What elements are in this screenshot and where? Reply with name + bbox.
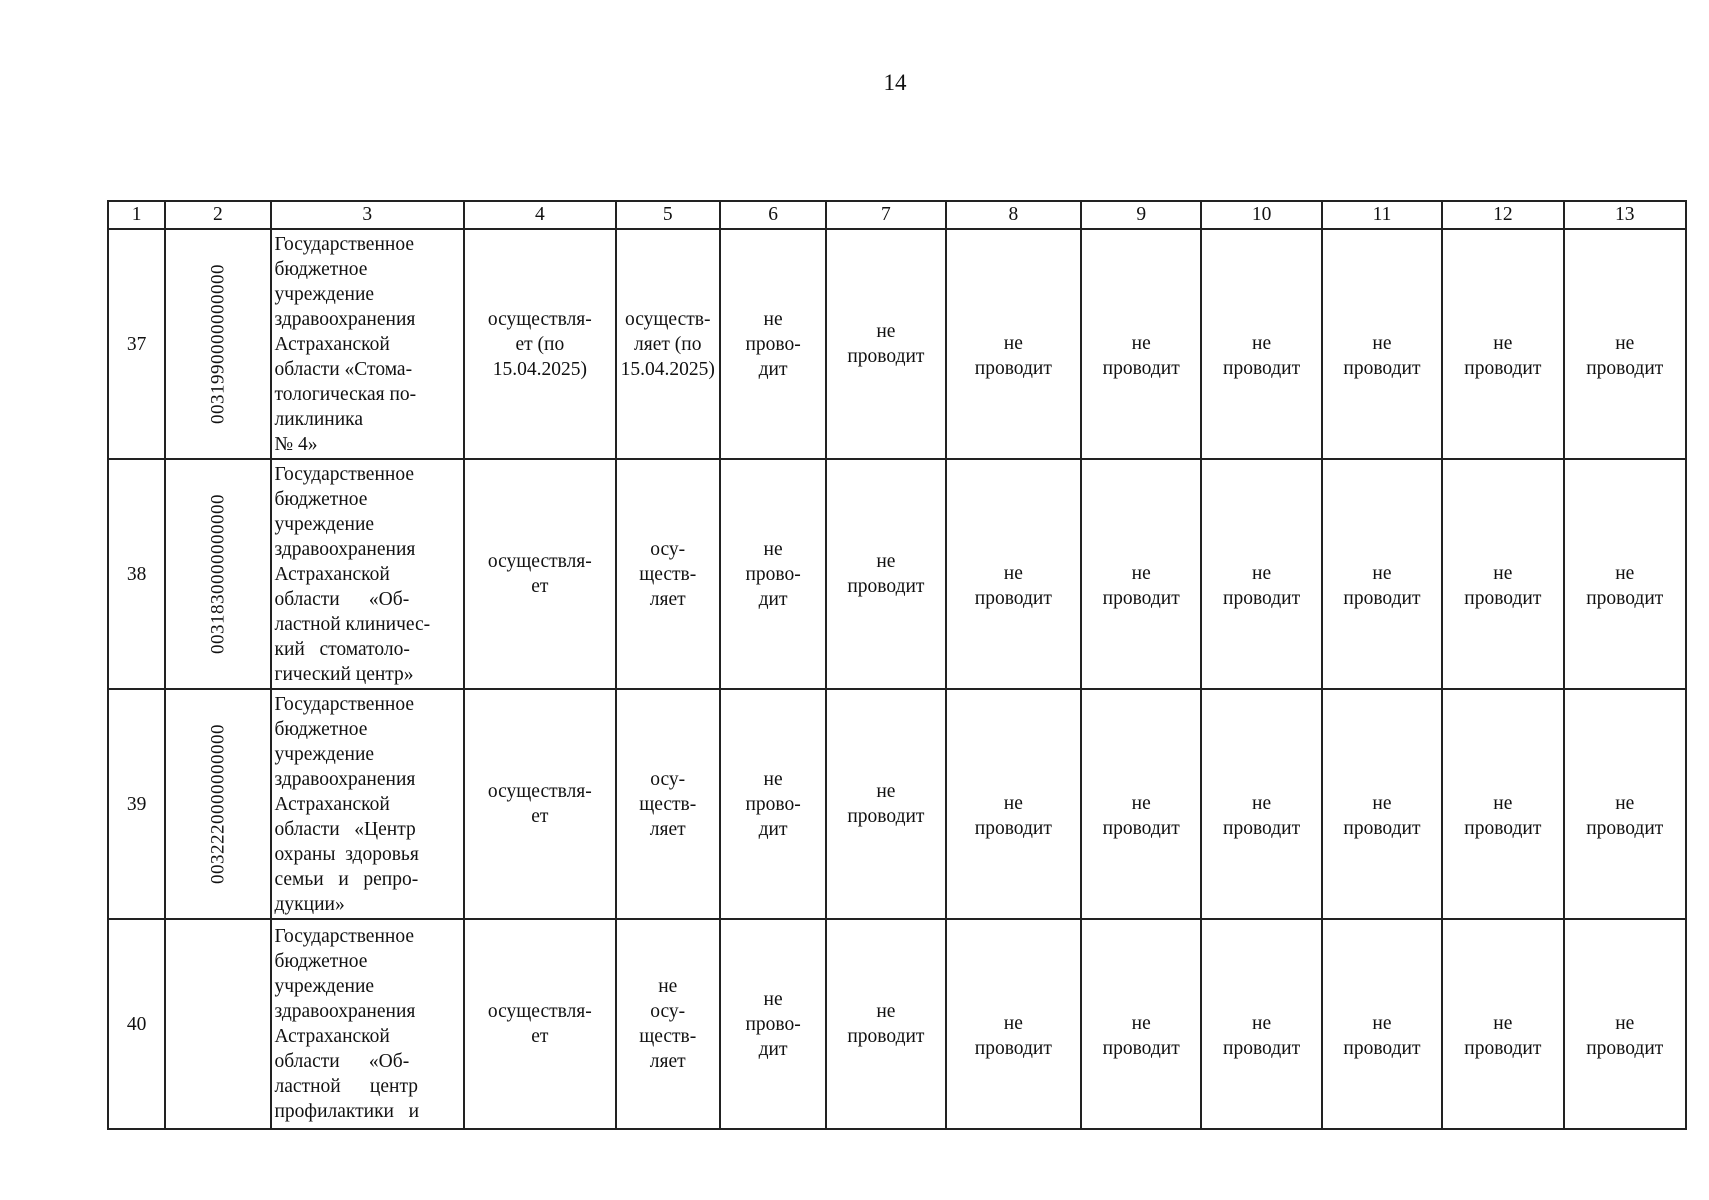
name-line: Астраханской xyxy=(274,563,390,585)
name-line: бюджетное xyxy=(274,258,368,280)
header-row xyxy=(108,201,1686,229)
cell-line: проводит xyxy=(1223,1038,1301,1059)
cell-line: прово- xyxy=(745,793,801,815)
name-line: Государственное xyxy=(274,926,414,947)
column-10-value xyxy=(1201,229,1321,459)
cell-line: проводит xyxy=(847,806,925,827)
cell-line: не xyxy=(1372,1013,1392,1034)
cell-line: ществ- xyxy=(639,563,697,585)
cell-line: проводит xyxy=(1464,358,1542,379)
cell-line: не xyxy=(1252,793,1272,814)
cell-line: проводит xyxy=(847,346,925,367)
column-6-value xyxy=(720,689,826,919)
name-line: Астраханской xyxy=(274,793,390,815)
name-line: Государственное xyxy=(274,463,414,485)
cell-line: не xyxy=(876,551,896,572)
column-8-value xyxy=(946,229,1081,459)
row-number: 39 xyxy=(108,689,165,919)
cell-line: не xyxy=(876,781,896,802)
column-4-value xyxy=(464,459,615,689)
column-12-value xyxy=(1442,689,1563,919)
cell-line: не xyxy=(1493,563,1513,584)
column-13-value xyxy=(1564,689,1686,919)
page-number: 14 xyxy=(883,70,907,95)
name-line: области «Об- xyxy=(274,588,410,610)
cell-line: проводит xyxy=(1343,1038,1421,1059)
cell-line: проводит xyxy=(847,1026,925,1047)
column-9-value xyxy=(1081,689,1201,919)
institution-name xyxy=(271,689,465,919)
cell-line: не xyxy=(1131,793,1151,814)
column-7-value xyxy=(826,919,945,1129)
column-8-value xyxy=(946,459,1081,689)
cell-line: ляет xyxy=(649,818,686,840)
name-line: Астраханской xyxy=(274,333,390,355)
cell-line: не xyxy=(1252,333,1272,354)
cell-line: дит xyxy=(758,588,788,610)
name-line: дукции» xyxy=(274,893,345,915)
cell-line: не xyxy=(1131,1013,1151,1034)
name-line: № 4» xyxy=(274,433,318,455)
cell-line: не xyxy=(1493,333,1513,354)
registry-code-text: 0032220000000000 xyxy=(207,724,229,884)
cell-line: проводит xyxy=(974,1038,1052,1059)
name-line: охраны здоровья xyxy=(274,843,419,865)
column-9-value xyxy=(1081,459,1201,689)
row-number: 38 xyxy=(108,459,165,689)
institution-name xyxy=(271,229,465,459)
column-11-value xyxy=(1322,459,1442,689)
cell-line: проводит xyxy=(1223,358,1301,379)
cell-line: проводит xyxy=(1586,588,1664,609)
cell-line: не xyxy=(763,538,783,560)
cell-line: не xyxy=(1372,333,1392,354)
column-7-value xyxy=(826,689,945,919)
column-header-7: 7 xyxy=(826,201,945,229)
cell-line: осуществля- xyxy=(487,308,592,330)
cell-line: проводит xyxy=(1102,588,1180,609)
name-line: области «Об- xyxy=(274,1051,410,1072)
cell-line: не xyxy=(1252,1013,1272,1034)
name-line: Государственное xyxy=(274,233,414,255)
cell-line: проводит xyxy=(1586,1038,1664,1059)
cell-line: ляет (по xyxy=(634,333,702,355)
cell-line: не xyxy=(1003,333,1023,354)
row-number: 40 xyxy=(108,919,165,1129)
column-header-11: 11 xyxy=(1322,201,1442,229)
column-header-3: 3 xyxy=(271,201,465,229)
column-header-2: 2 xyxy=(165,201,270,229)
cell-line: прово- xyxy=(745,563,801,585)
cell-line: ет xyxy=(531,806,549,827)
column-12-value xyxy=(1442,229,1563,459)
cell-line: ляет xyxy=(649,588,686,610)
cell-line: ет (по xyxy=(515,333,565,355)
name-line: области «Стома- xyxy=(274,358,413,380)
name-line: профилактики и xyxy=(274,1101,420,1122)
cell-line: проводит xyxy=(1464,818,1542,839)
cell-line: не xyxy=(1252,563,1272,584)
cell-line: проводит xyxy=(974,588,1052,609)
column-7-value xyxy=(826,459,945,689)
cell-line: прово- xyxy=(745,1013,801,1035)
column-13-value xyxy=(1564,459,1686,689)
cell-line: дит xyxy=(758,1038,788,1060)
column-13-value xyxy=(1564,919,1686,1129)
cell-line: проводит xyxy=(1102,818,1180,839)
cell-line: проводит xyxy=(1102,1038,1180,1059)
name-line: ластной клиничес- xyxy=(274,613,431,635)
cell-line: ет xyxy=(531,1026,549,1047)
cell-line: дит xyxy=(758,358,788,380)
registry-table xyxy=(107,200,1687,1130)
cell-line: не xyxy=(1615,333,1635,354)
column-12-value xyxy=(1442,459,1563,689)
column-header-9: 9 xyxy=(1081,201,1201,229)
cell-line: осу- xyxy=(650,1001,686,1022)
registry-code xyxy=(165,229,270,459)
column-10-value xyxy=(1201,689,1321,919)
column-13-value xyxy=(1564,229,1686,459)
cell-line: проводит xyxy=(1343,818,1421,839)
column-header-10: 10 xyxy=(1201,201,1321,229)
column-11-value xyxy=(1322,919,1442,1129)
table-row xyxy=(108,919,1686,1129)
cell-line: осу- xyxy=(650,768,686,790)
cell-line: не xyxy=(1615,563,1635,584)
cell-line: проводит xyxy=(974,358,1052,379)
column-9-value xyxy=(1081,919,1201,1129)
column-8-value xyxy=(946,919,1081,1129)
column-10-value xyxy=(1201,459,1321,689)
name-line: Астраханской xyxy=(274,1026,390,1047)
registry-code-text: 0031990000000000 xyxy=(207,264,229,424)
column-7-value xyxy=(826,229,945,459)
cell-line: проводит xyxy=(1586,358,1664,379)
cell-line: не xyxy=(1131,563,1151,584)
name-line: здравоохранения xyxy=(274,1001,416,1022)
cell-line: 15.04.2025) xyxy=(620,358,715,380)
cell-line: не xyxy=(1372,793,1392,814)
cell-line: не xyxy=(1372,563,1392,584)
name-line: семьи и репро- xyxy=(274,868,419,890)
name-line: гический центр» xyxy=(274,663,414,685)
name-line: учреждение xyxy=(274,513,375,535)
cell-line: не xyxy=(1615,1013,1635,1034)
cell-line: 15.04.2025) xyxy=(492,358,587,380)
registry-code xyxy=(165,459,270,689)
name-line: ликлиника xyxy=(274,408,364,430)
name-line: кий стоматоло- xyxy=(274,638,410,660)
column-5-value xyxy=(616,689,720,919)
column-4-value xyxy=(464,919,615,1129)
column-4-value xyxy=(464,689,615,919)
cell-line: не xyxy=(1003,563,1023,584)
table-row xyxy=(108,459,1686,689)
column-header-12: 12 xyxy=(1442,201,1563,229)
column-11-value xyxy=(1322,689,1442,919)
table-row xyxy=(108,229,1686,459)
name-line: учреждение xyxy=(274,743,375,765)
column-header-1: 1 xyxy=(108,201,165,229)
name-line: учреждение xyxy=(274,976,375,997)
column-6-value xyxy=(720,919,826,1129)
registry-code xyxy=(165,689,270,919)
cell-line: ляет xyxy=(649,1051,686,1072)
table-row xyxy=(108,689,1686,919)
column-header-5: 5 xyxy=(616,201,720,229)
cell-line: дит xyxy=(758,818,788,840)
name-line: бюджетное xyxy=(274,718,368,740)
name-line: области «Центр xyxy=(274,818,416,840)
name-line: здравоохранения xyxy=(274,308,416,330)
cell-line: осуществля- xyxy=(487,551,592,572)
registry-code-text: 0031830000000000 xyxy=(207,494,229,654)
cell-line: проводит xyxy=(974,818,1052,839)
cell-line: проводит xyxy=(1464,1038,1542,1059)
name-line: ластной центр xyxy=(274,1076,418,1097)
column-5-value xyxy=(616,459,720,689)
cell-line: проводит xyxy=(1223,588,1301,609)
column-4-value xyxy=(464,229,615,459)
cell-line: не xyxy=(658,976,678,997)
name-line: Государственное xyxy=(274,693,414,715)
name-line: здравоохранения xyxy=(274,538,416,560)
institution-name xyxy=(271,919,465,1129)
cell-line: ществ- xyxy=(639,1026,697,1047)
column-5-value xyxy=(616,919,720,1129)
cell-line: проводит xyxy=(1223,818,1301,839)
column-8-value xyxy=(946,689,1081,919)
cell-line: не xyxy=(763,308,783,330)
cell-line: осуществля- xyxy=(487,781,592,802)
cell-line: не xyxy=(876,321,896,342)
name-line: здравоохранения xyxy=(274,768,416,790)
column-header-8: 8 xyxy=(946,201,1081,229)
cell-line: прово- xyxy=(745,333,801,355)
cell-line: ет xyxy=(531,576,549,597)
name-line: бюджетное xyxy=(274,488,368,510)
name-line: бюджетное xyxy=(274,951,368,972)
cell-line: не xyxy=(876,1001,896,1022)
cell-line: проводит xyxy=(1343,588,1421,609)
name-line: тологическая по- xyxy=(274,383,417,405)
column-10-value xyxy=(1201,919,1321,1129)
cell-line: не xyxy=(1493,1013,1513,1034)
column-5-value xyxy=(616,229,720,459)
cell-line: осуществля- xyxy=(487,1001,592,1022)
cell-line: проводит xyxy=(847,576,925,597)
column-header-4: 4 xyxy=(464,201,615,229)
column-6-value xyxy=(720,229,826,459)
column-header-6: 6 xyxy=(720,201,826,229)
column-9-value xyxy=(1081,229,1201,459)
cell-line: не xyxy=(763,988,783,1010)
cell-line: не xyxy=(1615,793,1635,814)
cell-line: осу- xyxy=(650,538,686,560)
name-line: учреждение xyxy=(274,283,375,305)
registry-code xyxy=(165,919,270,1129)
column-6-value xyxy=(720,459,826,689)
institution-name xyxy=(271,459,465,689)
cell-line: проводит xyxy=(1464,588,1542,609)
cell-line: не xyxy=(1131,333,1151,354)
cell-line: ществ- xyxy=(639,793,697,815)
cell-line: осуществ- xyxy=(625,308,711,330)
column-11-value xyxy=(1322,229,1442,459)
cell-line: проводит xyxy=(1343,358,1421,379)
cell-line: не xyxy=(1493,793,1513,814)
cell-line: не xyxy=(1003,793,1023,814)
column-12-value xyxy=(1442,919,1563,1129)
cell-line: не xyxy=(1003,1013,1023,1034)
row-number: 37 xyxy=(108,229,165,459)
cell-line: проводит xyxy=(1102,358,1180,379)
column-header-13: 13 xyxy=(1564,201,1686,229)
cell-line: не xyxy=(763,768,783,790)
cell-line: проводит xyxy=(1586,818,1664,839)
